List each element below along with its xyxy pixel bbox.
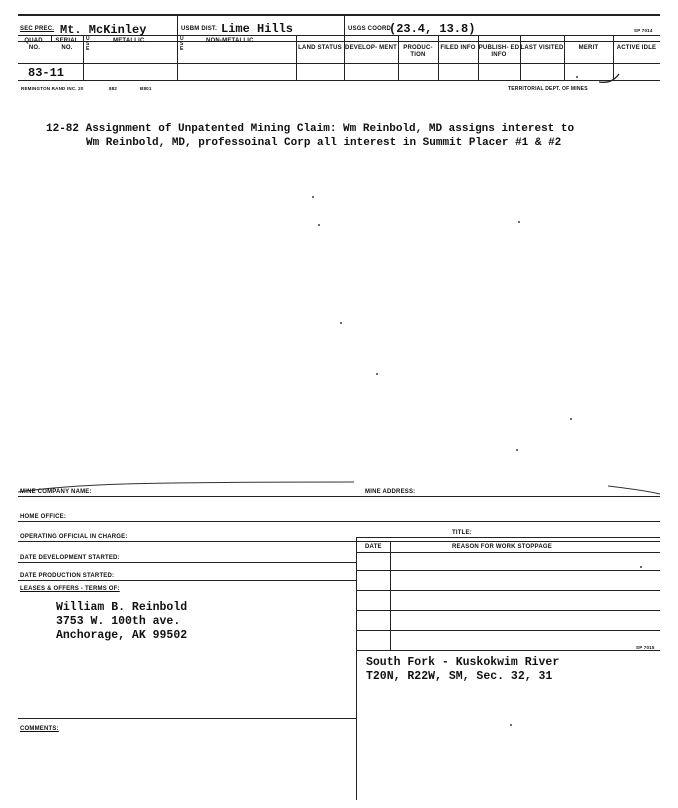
stoppage-row-line (356, 590, 660, 591)
header-footer-line (18, 80, 660, 81)
scan-speck (510, 724, 512, 726)
header-divider (83, 35, 84, 80)
usgs-coord-value: (23.4, 13.8) (389, 22, 476, 36)
stoppage-table-date-divider (390, 541, 391, 650)
usbm-dist-value: Lime Hills (221, 22, 294, 36)
col-merit: MERIT (578, 45, 599, 51)
usgs-coord-label: USGS COORD. (348, 26, 393, 32)
scan-speck (376, 373, 378, 375)
scan-speck (640, 566, 642, 568)
title-label: TITLE: (452, 530, 472, 536)
sec-prec-label: SEC PREC. (20, 26, 55, 32)
date-production-line (18, 580, 356, 581)
quad-serial-value: 83-11 (28, 66, 65, 80)
entry-line-1: 12-82 Assignment of Unpatented Mining Claim: Wm Reinbold, MD assigns interest to (46, 123, 575, 135)
header-divider (177, 14, 178, 80)
sec-prec-value: Mt. McKinley (60, 23, 147, 37)
location-line-2: T20N, R22W, SM, Sec. 32, 31 (366, 670, 553, 683)
col-non-metallic: NON-METALLIC (206, 38, 254, 44)
lower-center-divider (356, 650, 357, 800)
header-divider (438, 35, 439, 80)
col-quad-no: QUAD. NO. (24, 38, 45, 51)
date-development-label: DATE DEVELOPMENT STARTED: (20, 555, 120, 561)
operating-official-label: OPERATING OFFICIAL IN CHARGE: (20, 534, 128, 540)
lessee-street: 3753 W. 100th ave. (56, 615, 181, 628)
operating-official-line (18, 541, 660, 542)
leases-offers-label: LEASES & OFFERS - TERMS OF: (20, 586, 120, 592)
mine-company-name-label: MINE COMPANY NAME: (20, 489, 92, 495)
col-serial-no: SERIAL NO. (55, 38, 79, 51)
scan-speck (312, 196, 314, 198)
header-divider (296, 35, 297, 80)
header-top-border (18, 14, 660, 16)
date-production-label: DATE PRODUCTION STARTED: (20, 573, 115, 579)
scan-speck (570, 418, 572, 420)
scan-speck (518, 221, 520, 223)
col-land-status: LAND STATUS (298, 45, 342, 51)
location-line-1: South Fork - Kuskokwim River (366, 656, 560, 669)
pencil-dot (576, 76, 578, 78)
col-active-idle: ACTIVE IDLE (616, 45, 657, 51)
header-divider (564, 35, 565, 80)
entry-line-2: Wm Reinbold, MD, professoinal Corp all interest in Summit Placer #1 & #2 (86, 137, 562, 149)
stoppage-row-line (356, 630, 660, 631)
stoppage-row-line (356, 610, 660, 611)
mine-address-label: MINE ADDRESS: (365, 489, 416, 495)
col-development: DEVELOP- MENT (345, 45, 397, 51)
col-use-nonmetallic: U S E (180, 36, 184, 52)
col-published-info: PUBLISH- ED INFO (478, 45, 520, 58)
stoppage-row-line (356, 650, 660, 651)
form-number-bottom: SP 7015 (636, 645, 655, 650)
col-last-visited: LAST VISITED (520, 45, 564, 51)
date-col-header: DATE (365, 544, 382, 550)
home-office-line (18, 521, 660, 522)
dept-line: TERRITORIAL DEPT. OF MINES (508, 86, 588, 92)
comments-label: COMMENTS: (20, 726, 59, 732)
scan-speck (318, 224, 320, 226)
col-use-metallic: U S E (86, 36, 90, 52)
date-development-line (18, 562, 356, 563)
reason-col-header: REASON FOR WORK STOPPAGE (452, 544, 552, 550)
header-divider (520, 35, 521, 80)
usbm-dist-label: USBM DIST. (181, 26, 218, 32)
stoppage-table-left-border (356, 537, 357, 650)
home-office-label: HOME OFFICE: (20, 514, 67, 520)
printer-code-1: 882 (109, 86, 118, 91)
lessee-name: William B. Reinbold (56, 601, 188, 614)
comments-line (18, 718, 356, 719)
lessee-city: Anchorage, AK 99502 (56, 629, 188, 642)
mine-company-line (18, 496, 660, 497)
pencil-mark-icon (595, 70, 625, 84)
mine-name-top-line (14, 478, 664, 498)
col-filed-info: FILED INFO (440, 45, 476, 51)
printer-code-2: B801 (140, 86, 152, 91)
stoppage-row-line (356, 570, 660, 571)
col-metallic: METALLIC (113, 38, 145, 44)
scan-speck (516, 449, 518, 451)
col-production: PRODUC- TION (403, 45, 433, 58)
title-underline (356, 537, 660, 538)
stoppage-header-line (356, 552, 660, 553)
form-number-top: SP 7014 (634, 28, 653, 33)
printer-line: REMINGTON RAND INC. 20 (21, 86, 84, 91)
scan-speck (340, 322, 342, 324)
